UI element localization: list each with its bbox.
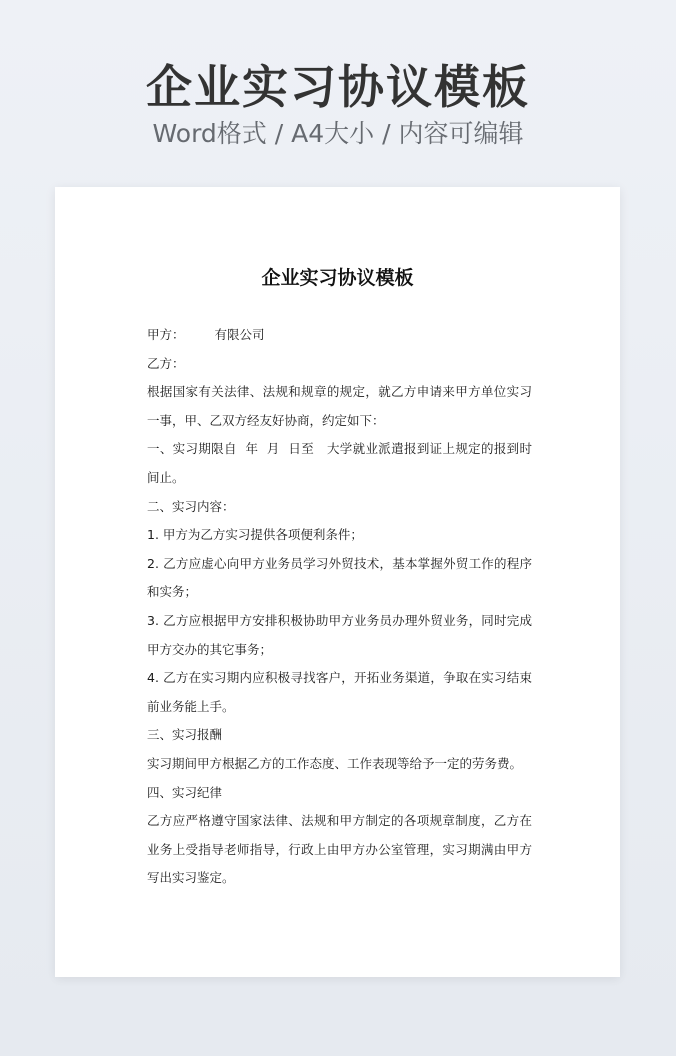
- document-page: [55, 187, 620, 977]
- banner-title: 企业实习协议模板: [146, 60, 530, 114]
- clause-3-heading: 三、实习报酬: [147, 727, 223, 743]
- party-b-line: 乙方：: [147, 355, 185, 371]
- clause-2-item-2: 2. 乙方应虚心向甲方业务员学习外贸技术，基本掌握外贸工作的程序和实务；: [147, 555, 532, 600]
- party-a-line: [147, 321, 532, 350]
- document-body: [147, 321, 532, 893]
- clause-2-item-1: 1. 甲方为乙方实习提供各项便利条件；: [147, 527, 363, 543]
- banner-subtitle: Word格式 / A4大小 / 内容可编辑: [152, 119, 524, 148]
- party-a-value: 有限公司: [214, 327, 265, 342]
- clause-4-heading: 四、实习纪律: [147, 784, 223, 800]
- preamble-paragraph: 根据国家有关法律、法规和规章的规定，就乙方申请来甲方单位实习一事，甲、乙双方经友好协商，约定如下：: [147, 384, 532, 428]
- clause-2-heading: 二、实习内容：: [147, 498, 235, 514]
- document-title: 企业实习协议模板: [261, 267, 414, 289]
- clause-2-item-4: 4. 乙方在实习期内应积极寻找客户，开拓业务渠道，争取在实习结束前业务能上手。: [147, 670, 532, 714]
- clause-1-term: 一、实习期限自 年 月 日至 大学就业派遣报到证上规定的报到时间止。: [147, 441, 532, 485]
- clause-4-text: 乙方应严格遵守国家法律、法规和甲方制定的各项规章制度，乙方在业务上受指导老师指导，行政上由甲方办公室管理，实习期满由甲方写出实习鉴定。: [147, 813, 532, 886]
- party-a-label: 甲方：: [147, 327, 185, 342]
- clause-3-text: 实习期间甲方根据乙方的工作态度、工作表现等给予一定的劳务费。: [147, 755, 523, 771]
- clause-2-item-3: 3. 乙方应根据甲方安排积极协助甲方业务员办理外贸业务，同时完成甲方交办的其它事务；: [147, 612, 532, 657]
